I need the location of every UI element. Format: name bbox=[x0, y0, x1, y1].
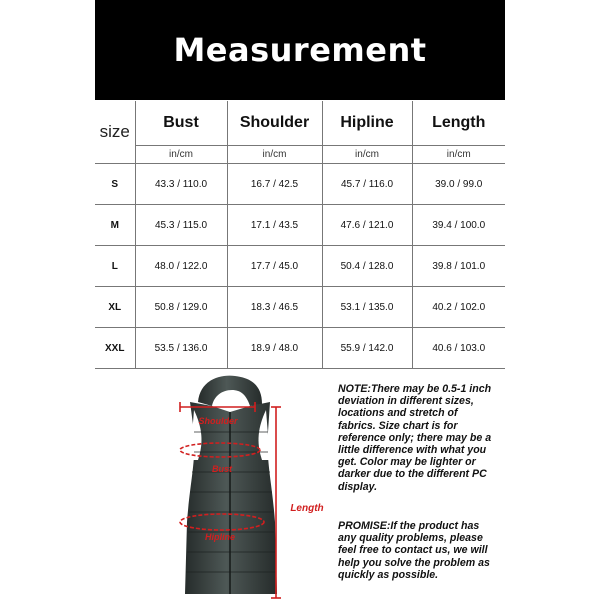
bust-cell: 48.0 / 122.0 bbox=[135, 246, 227, 287]
vest-measurement-diagram bbox=[150, 372, 324, 600]
length-cell: 40.6 / 103.0 bbox=[412, 328, 505, 369]
unit-label: in/cm bbox=[412, 146, 505, 164]
column-header-bust: Bust bbox=[135, 101, 227, 146]
vest-hood bbox=[198, 376, 262, 406]
title-banner bbox=[95, 0, 505, 100]
shoulder-label: Shoulder bbox=[198, 416, 238, 426]
size-chart-table bbox=[95, 101, 505, 369]
hipline-cell: 45.7 / 116.0 bbox=[322, 164, 412, 205]
hipline-label: Hipline bbox=[204, 532, 236, 542]
shoulder-cell: 17.1 / 43.5 bbox=[227, 205, 322, 246]
unit-label: in/cm bbox=[322, 146, 412, 164]
bust-label: Bust bbox=[212, 464, 232, 474]
shoulder-cell: 18.3 / 46.5 bbox=[227, 287, 322, 328]
unit-label: in/cm bbox=[135, 146, 227, 164]
column-header-shoulder: Shoulder bbox=[227, 101, 322, 146]
size-column-header: size bbox=[95, 101, 135, 164]
column-header-hipline: Hipline bbox=[322, 101, 412, 146]
note-text: NOTE:There may be 0.5-1 inch deviation in different sizes, locations and stretch of fabrics. Size chart is for reference only; there may be a little difference with what you get. Color may be lighter or darker due to the different PC display. bbox=[338, 383, 492, 493]
shoulder-cell: 17.7 / 45.0 bbox=[227, 246, 322, 287]
bust-cell: 53.5 / 136.0 bbox=[135, 328, 227, 369]
table-header-row bbox=[95, 101, 505, 146]
table-row bbox=[95, 205, 505, 246]
hipline-cell: 50.4 / 128.0 bbox=[322, 246, 412, 287]
table-row bbox=[95, 164, 505, 205]
size-cell: L bbox=[95, 246, 135, 287]
hipline-cell: 53.1 / 135.0 bbox=[322, 287, 412, 328]
size-cell: XXL bbox=[95, 328, 135, 369]
size-cell: XL bbox=[95, 287, 135, 328]
table-row bbox=[95, 328, 505, 369]
size-cell: S bbox=[95, 164, 135, 205]
bust-cell: 50.8 / 129.0 bbox=[135, 287, 227, 328]
length-cell: 39.8 / 101.0 bbox=[412, 246, 505, 287]
table-row bbox=[95, 287, 505, 328]
length-label: Length bbox=[290, 503, 324, 514]
bust-cell: 43.3 / 110.0 bbox=[135, 164, 227, 205]
length-cell: 40.2 / 102.0 bbox=[412, 287, 505, 328]
promise-text: PROMISE:If the product has any quality problems, please feel free to contact us, we will help you solve the problem as quickly as possible. bbox=[338, 520, 490, 581]
page-title: Measurement bbox=[173, 31, 427, 69]
bust-cell: 45.3 / 115.0 bbox=[135, 205, 227, 246]
shoulder-cell: 18.9 / 48.0 bbox=[227, 328, 322, 369]
hipline-cell: 55.9 / 142.0 bbox=[322, 328, 412, 369]
size-cell: M bbox=[95, 205, 135, 246]
length-cell: 39.0 / 99.0 bbox=[412, 164, 505, 205]
unit-label: in/cm bbox=[227, 146, 322, 164]
table-row bbox=[95, 246, 505, 287]
units-row bbox=[95, 146, 505, 164]
hipline-cell: 47.6 / 121.0 bbox=[322, 205, 412, 246]
length-cell: 39.4 / 100.0 bbox=[412, 205, 505, 246]
shoulder-cell: 16.7 / 42.5 bbox=[227, 164, 322, 205]
column-header-length: Length bbox=[412, 101, 505, 146]
